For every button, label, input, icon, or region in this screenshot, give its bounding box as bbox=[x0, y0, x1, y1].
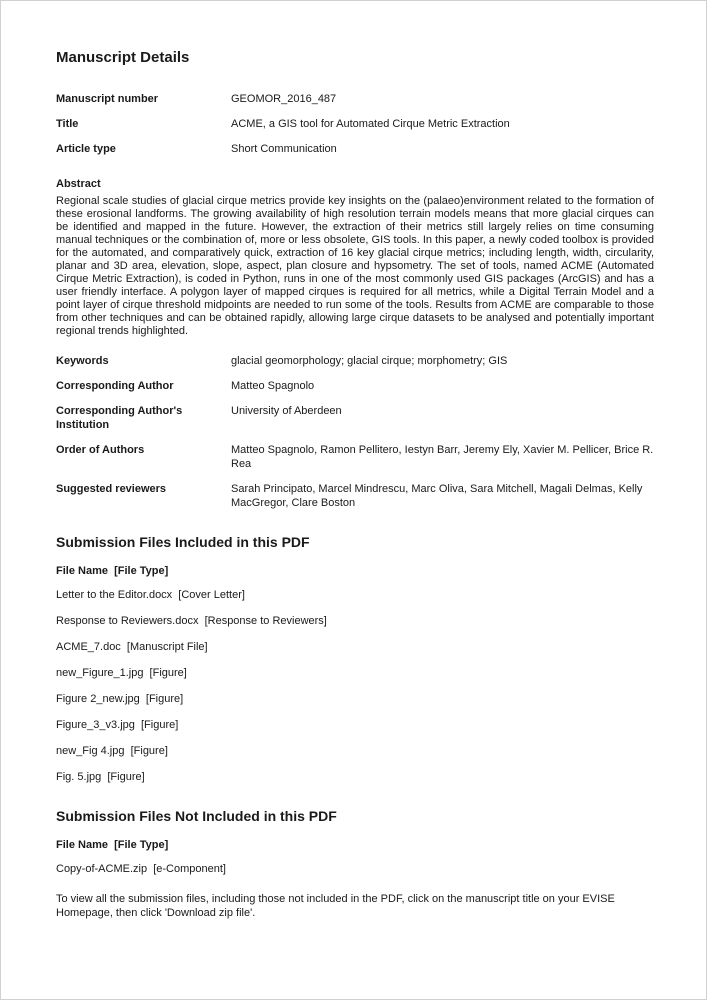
title-value: ACME, a GIS tool for Automated Cirque Metric Extraction bbox=[231, 118, 510, 130]
keywords-label: Keywords bbox=[56, 355, 109, 367]
suggested-reviewers-label: Suggested reviewers bbox=[56, 483, 167, 495]
page-title: Manuscript Details bbox=[56, 49, 190, 66]
suggested-reviewers-value: Sarah Principato, Marcel Mindrescu, Marc Oliva, Sara Mitchell, Magali Delmas, Kelly MacGregor, Clare Boston bbox=[231, 483, 646, 509]
file-item-figure-1: new_Figure_1.jpg [Figure] bbox=[56, 667, 187, 679]
not-included-files-subheading: File Name [File Type] bbox=[56, 839, 169, 851]
article-type-label: Article type bbox=[56, 143, 116, 155]
spacer bbox=[56, 167, 654, 177]
abstract-text: Regional scale studies of glacial cirque metrics provide key insights on the (palaeo)environment related to the formation of these erosional landforms. The growing availability of high resolution terrain models means that more glacial cirques can be identified and mapped in the future. However, the extraction of their metrics still largely relies on time consuming manual techniques or the combination of, more or less obsolete, GIS tools. In this paper, a newly coded toolbox is provided for the automated, and comparatively quick, extraction of 16 key glacial cirque metrics; including length, width, circularity, planar and 3D area, elevation, slope, aspect, plan closure and hypsometry. The set of tools, named ACME (Automated Cirque Metric Extraction), is coded in Python, runs in one of the most commonly used GIS packages (ArcGIS) and has a user friendly interface. A polygon layer of mapped cirques is required for all metrics, while a Digital Terrain Model and a point layer of cirque threshold midpoints are needed to run some of the tools. Results from ACME are comparable to those from other techniques and can be obtained rapidly, allowing large cirque datasets to be analysed and potentially important regional trends highlighted. bbox=[56, 195, 655, 337]
file-item-figure-3: Figure_3_v3.jpg [Figure] bbox=[56, 719, 179, 731]
article-type-value: Short Communication bbox=[231, 143, 337, 155]
not-included-files-heading: Submission Files Not Included in this PDF bbox=[56, 808, 337, 824]
field-row-article-type bbox=[56, 142, 654, 156]
abstract-heading: Abstract bbox=[56, 178, 101, 190]
manuscript-number-value: GEOMOR_2016_487 bbox=[231, 93, 337, 105]
footer-note: To view all the submission files, including those not included in the PDF, click on the manuscript title on your EVISE Homepage, then click 'Download zip file'. bbox=[56, 893, 615, 919]
corresponding-author-value: Matteo Spagnolo bbox=[231, 380, 315, 392]
order-of-authors-label: Order of Authors bbox=[56, 444, 145, 456]
field-row-title bbox=[56, 117, 654, 131]
title-label: Title bbox=[56, 118, 79, 130]
file-item-manuscript-file: ACME_7.doc [Manuscript File] bbox=[56, 641, 208, 653]
corresponding-author-institution-value: University of Aberdeen bbox=[231, 405, 342, 417]
field-row-manuscript-number bbox=[56, 92, 654, 106]
field-row-order-of-authors bbox=[56, 443, 657, 471]
included-files-heading: Submission Files Included in this PDF bbox=[56, 534, 310, 550]
file-item-cover-letter: Letter to the Editor.docx [Cover Letter] bbox=[56, 589, 245, 601]
file-item-ecomponent: Copy-of-ACME.zip [e-Component] bbox=[56, 863, 226, 875]
corresponding-author-institution-label: Corresponding Author's Institution bbox=[56, 405, 183, 431]
field-row-corresponding-author bbox=[56, 379, 654, 393]
field-row-suggested-reviewers bbox=[56, 482, 654, 510]
file-item-response-to-reviewers: Response to Reviewers.docx [Response to Reviewers] bbox=[56, 615, 327, 627]
order-of-authors-value: Matteo Spagnolo, Ramon Pellitero, Iestyn Barr, Jeremy Ely, Xavier M. Pellicer, Brice R. Rea bbox=[231, 444, 657, 470]
manuscript-number-label: Manuscript number bbox=[56, 93, 159, 105]
included-files-subheading: File Name [File Type] bbox=[56, 565, 169, 577]
file-item-figure-4: new_Fig 4.jpg [Figure] bbox=[56, 745, 168, 757]
field-row-keywords bbox=[56, 354, 654, 368]
keywords-value: glacial geomorphology; glacial cirque; morphometry; GIS bbox=[231, 355, 508, 367]
field-row-corresponding-author-institution bbox=[56, 404, 654, 432]
file-item-figure-5: Fig. 5.jpg [Figure] bbox=[56, 771, 145, 783]
corresponding-author-label: Corresponding Author bbox=[56, 380, 174, 392]
file-item-figure-2: Figure 2_new.jpg [Figure] bbox=[56, 693, 184, 705]
